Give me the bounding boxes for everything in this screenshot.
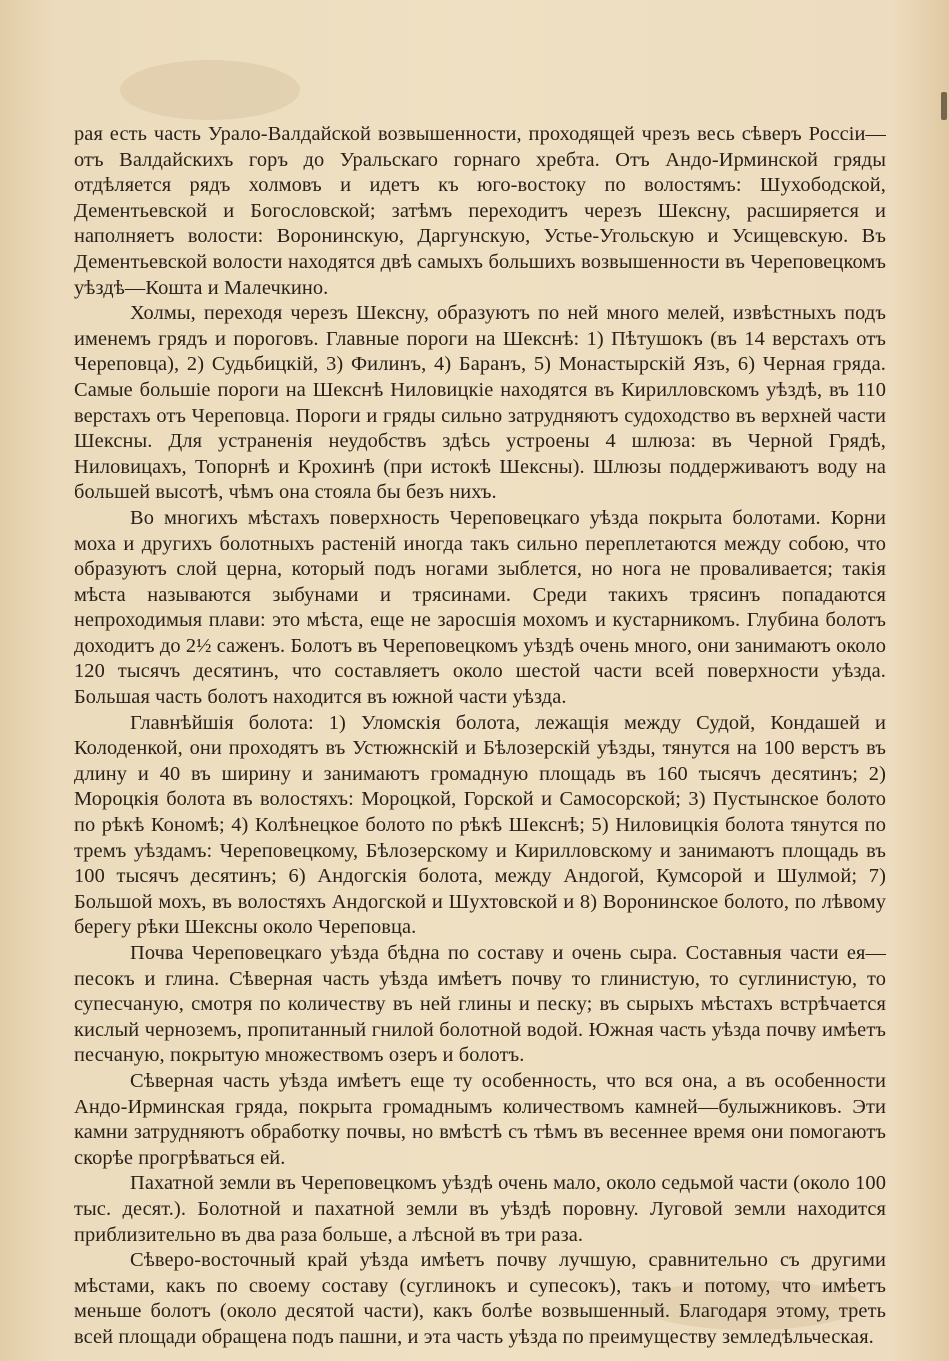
paragraph: Сѣверная часть уѣзда имѣетъ еще ту особенность, что вся она, а въ особенности Андо-Ирминская гряда, покрыта громаднымъ количествомъ камней—булыжниковъ. Эти камни затрудняютъ обработку почвы, но вмѣстѣ съ тѣмъ въ весеннее время они помогаютъ скорѣе прогрѣваться ей. (74, 1069, 886, 1169)
paragraph: Во многихъ мѣстахъ поверхность Череповецкаго уѣзда покрыта болотами. Корни моха и другихъ болотныхъ растеній иногда такъ сильно переплетаются между собою, что образуютъ слой церна, который подъ ногами зыблется, но нога не проваливается; такія мѣста называются зыбунами и трясинами. Среди такихъ трясинъ попадаются непроходимыя плави: это мѣста, еще не заросшія мохомъ и кустарникомъ. Глубина болотъ доходитъ до 2½ саженъ. Болотъ въ Череповецкомъ уѣздѣ очень много, они занимаютъ около 120 тысячъ десятинъ, что составляетъ около шестой части всей поверхности уѣзда. Большая часть болотъ находится въ южной части уѣзда. (74, 506, 886, 709)
paragraph: Почва Череповецкаго уѣзда бѣдна по составу и очень сыра. Составныя части ея—песокъ и глина. Сѣверная часть уѣзда имѣетъ почву то глинистую, то суглинистую, то супесчаную, смотря по количеству въ ней глины и песку; въ сырыхъ мѣстахъ встрѣчается кислый черноземъ, пропитанный гнилой болотной водой. Южная часть уѣзда почву имѣетъ песчаную, покрытую множествомъ озеръ и болотъ. (74, 942, 886, 1067)
paragraph: Холмы, переходя черезъ Шексну, образуютъ по ней много мелей, извѣстныхъ подъ именемъ грядъ и пороговъ. Главные пороги на Шекснѣ: 1) Пѣтушокъ (въ 14 верстахъ отъ Череповца), 2) Судьбицкій, 3) Филинъ, 4) Баранъ, 5) Монастырскій Язъ, 6) Черная гряда. Самые большіе пороги на Шекснѣ Ниловицкіе находятся въ Кирилловскомъ уѣздѣ, въ 110 верстахъ отъ Череповца. Пороги и гряды сильно затрудняютъ судоходство въ верхней части Шексны. Для устраненія неудобствъ здѣсь устроены 4 шлюза: въ Черной Грядѣ, Ниловицахъ, Топорнѣ и Крохинѣ (при истокѣ Шексны). Шлюзы поддерживаютъ воду на большей высотѣ, чѣмъ она стояла бы безъ нихъ. (74, 302, 886, 504)
paragraph: Главнѣйшія болота: 1) Уломскія болота, лежащія между Судой, Кондашей и Колоденкой, они проходятъ въ Устюжнскій и Бѣлозерскій уѣзды, тянутся на 100 верстъ въ длину и 40 въ ширину и занимаютъ громадную площадь въ 160 тысячъ десятинъ; 2) Мороцкія болота въ волостяхъ: Мороцкой, Горской и Самосорской; 3) Пустынское болото по рѣкѣ Кономѣ; 4) Колѣнецкое болото по рѣкѣ Шекснѣ; 5) Ниловицкія болота тянутся по тремъ уѣздамъ: Череповецкому, Бѣлозерскому и Кирилловскому и занимаютъ площадь въ 100 тысячъ десятинъ; 6) Андогскія болота, между Андогой, Кумсорой и Шулмой; 7) Большой мохъ, въ волостяхъ Андогской и Шухтовской и 8) Воронинское болото, по лѣвому берегу рѣки Шексны около Череповца. (74, 711, 886, 939)
page-edge-mark (941, 92, 947, 120)
paragraph: рая есть часть Урало-Валдайской возвышенности, проходящей чрезъ весь сѣверъ Россіи—отъ Валдайскихъ горъ до Уральскаго горнаго хребта. Отъ Андо-Ирминской гряды отдѣляется рядъ холмовъ и идетъ къ юго-востоку по волостямъ: Шухободской, Дементьевской и Богословской; затѣмъ переходитъ черезъ Шексну, расширяется и наполняетъ волости: Воронинскую, Даргунскую, Устье-Угольскую и Усищевскую. Въ Дементьевской волости находятся двѣ самыхъ большихъ возвышенности въ Череповецкомъ уѣздѣ—Кошта и Малечкино. (74, 123, 886, 299)
paragraph: Пахатной земли въ Череповецкомъ уѣздѣ очень мало, около седьмой части (около 100 тыс. десят.). Болотной и пахатной земли въ уѣздѣ поровну. Луговой земли находится приблизительно въ два раза больше, а лѣсной въ три раза. (74, 1172, 886, 1246)
paragraph: Сѣверо-восточный край уѣзда имѣетъ почву лучшую, сравнительно съ другими мѣстами, какъ по своему составу (суглинокъ и супесокъ), такъ и потому, что имѣетъ меньше болотъ (около десятой части), какъ болѣе возвышенный. Благодаря этому, треть всей площади обращена подъ пашни, и эта часть уѣзда по преимуществу земледѣльческая. (74, 1249, 886, 1348)
body-text (74, 122, 886, 1351)
paper-stain (120, 60, 300, 120)
